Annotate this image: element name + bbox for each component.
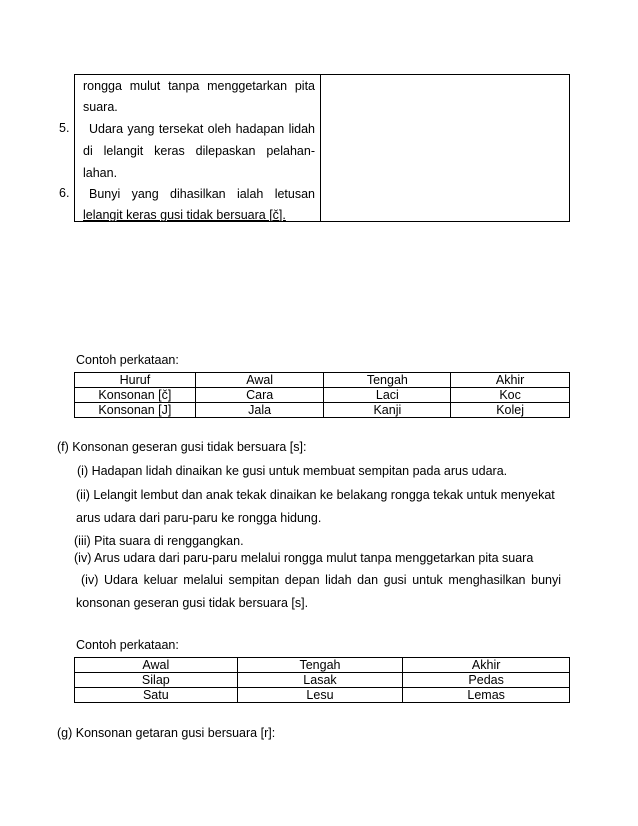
table-cell: Cara xyxy=(195,388,324,403)
table-text-line: lelangit keras gusi tidak bersuara [č]. xyxy=(83,208,286,222)
table-header-row xyxy=(75,373,570,388)
table-row xyxy=(75,388,570,403)
list-item: (ii) Lelangit lembut dan anak tekak dinaikan ke belakang rongga tekak untuk menyekat xyxy=(76,488,555,502)
table-text-line: di lelangit keras dilepaskan pelahan- xyxy=(83,144,315,158)
table-cell: Silap xyxy=(75,673,238,688)
table-cell: Laci xyxy=(324,388,451,403)
table-text-line: suara. xyxy=(83,100,118,114)
table-header-cell: Awal xyxy=(195,373,324,388)
continuation-table-left-cell xyxy=(75,75,321,221)
table-cell: Lemas xyxy=(403,688,570,703)
example-table-s xyxy=(74,657,570,703)
table-cell: Satu xyxy=(75,688,238,703)
item-number: 6. xyxy=(59,186,70,200)
list-item: konsonan geseran gusi tidak bersuara [s]. xyxy=(76,596,309,610)
contoh-label: Contoh perkataan: xyxy=(76,353,179,367)
list-item: (iii) Pita suara di renggangkan. xyxy=(74,534,244,548)
table-row xyxy=(75,673,570,688)
table-header-cell: Tengah xyxy=(324,373,451,388)
table-text-line: Udara yang tersekat oleh hadapan lidah xyxy=(89,122,315,136)
table-header-row xyxy=(75,658,570,673)
table-cell: Lasak xyxy=(237,673,403,688)
table-text-line: lahan. xyxy=(83,166,118,180)
table-cell: Lesu xyxy=(237,688,403,703)
table-header-cell: Akhir xyxy=(451,373,570,388)
list-item: (iv) Udara keluar melalui sempitan depan lidah dan gusi untuk menghasilkan bunyi xyxy=(81,573,561,587)
table-header-cell: Huruf xyxy=(75,373,196,388)
table-row xyxy=(75,688,570,703)
section-heading: (g) Konsonan getaran gusi bersuara [r]: xyxy=(57,726,276,740)
table-header-cell: Awal xyxy=(75,658,238,673)
table-cell: Kolej xyxy=(451,403,570,418)
example-table-c-j xyxy=(74,372,570,418)
table-cell: Koc xyxy=(451,388,570,403)
table-header-cell: Tengah xyxy=(237,658,403,673)
continuation-table-right-cell xyxy=(321,75,569,221)
continuation-table xyxy=(74,74,570,222)
table-cell: Pedas xyxy=(403,673,570,688)
table-cell: Jala xyxy=(195,403,324,418)
table-row xyxy=(75,403,570,418)
table-text-line: rongga mulut tanpa menggetarkan pita xyxy=(83,79,315,93)
table-text-line: Bunyi yang dihasilkan ialah letusan xyxy=(89,187,315,201)
contoh-label: Contoh perkataan: xyxy=(76,638,179,652)
list-item: arus udara dari paru-paru ke rongga hidung. xyxy=(76,511,322,525)
list-item: (i) Hadapan lidah dinaikan ke gusi untuk membuat sempitan pada arus udara. xyxy=(77,464,508,478)
table-header-cell: Akhir xyxy=(403,658,570,673)
table-cell: Kanji xyxy=(324,403,451,418)
table-cell: Konsonan [č] xyxy=(75,388,196,403)
list-item: (iv) Arus udara dari paru-paru melalui rongga mulut tanpa menggetarkan pita suara xyxy=(74,551,534,565)
section-heading: (f) Konsonan geseran gusi tidak bersuara [s]: xyxy=(57,440,307,454)
table-cell: Konsonan [J] xyxy=(75,403,196,418)
item-number: 5. xyxy=(59,121,70,135)
